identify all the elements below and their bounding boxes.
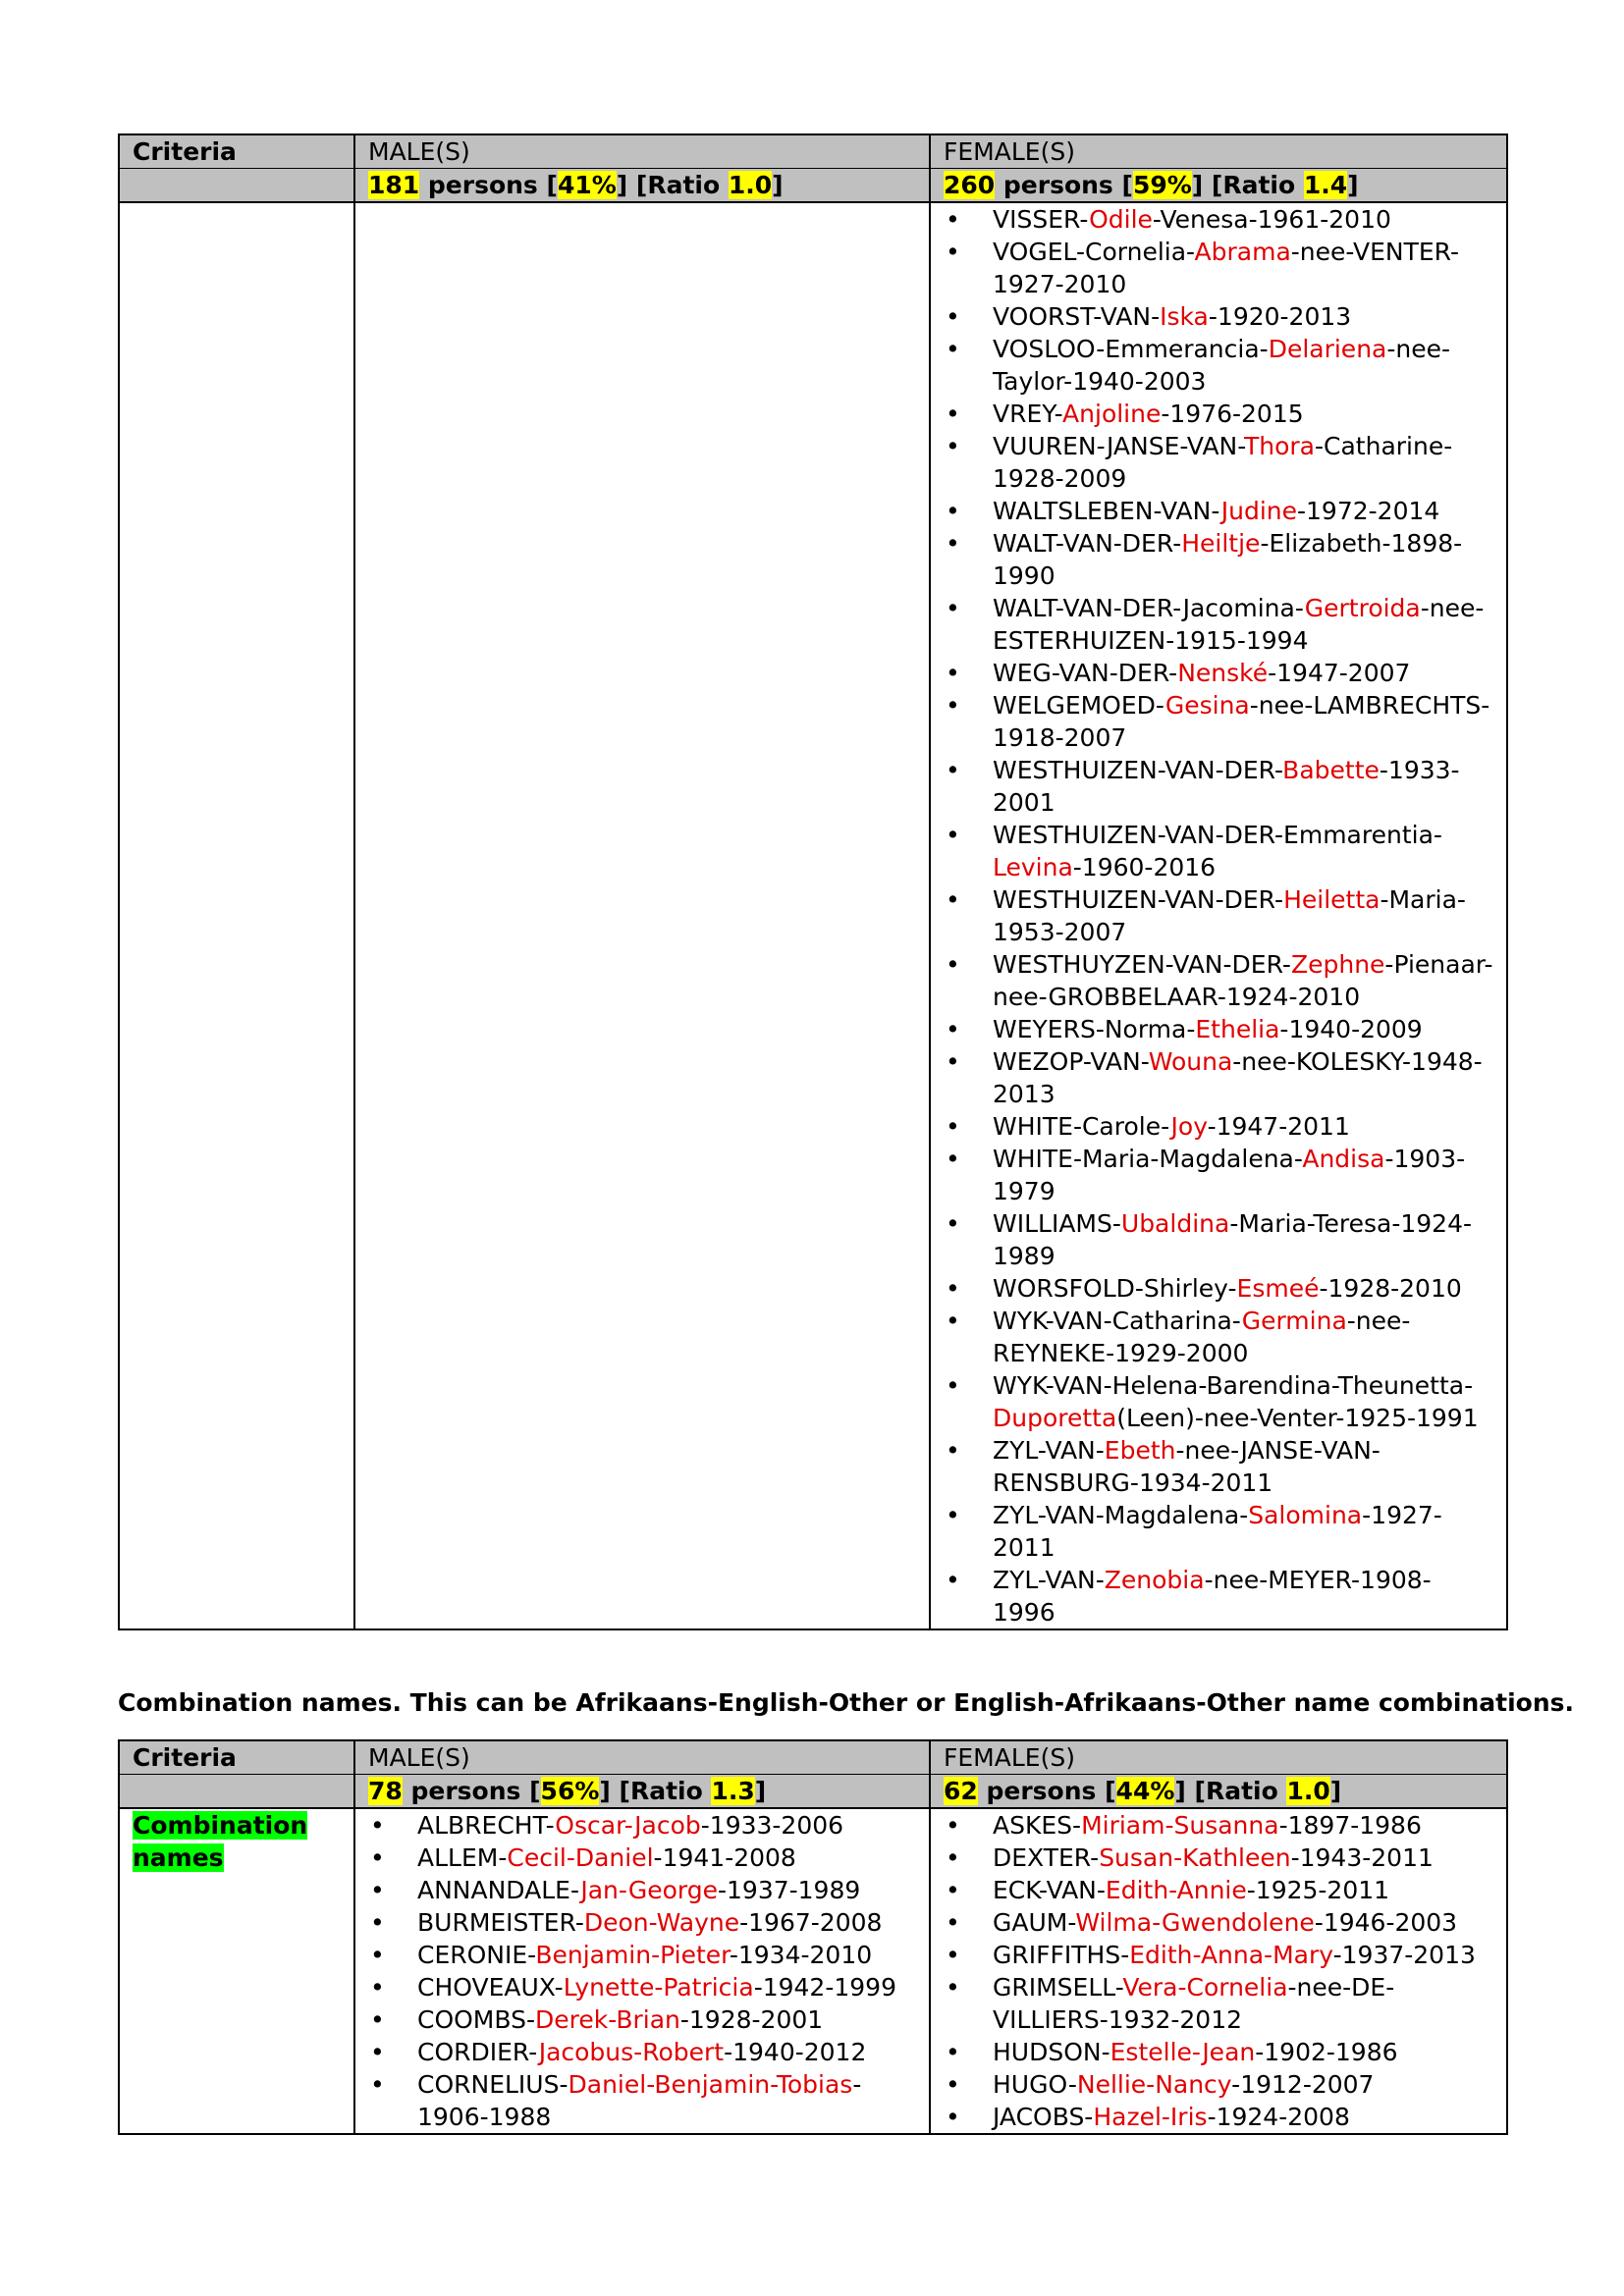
- name-part: -1967-2008: [739, 1908, 883, 1937]
- given-name-highlight: Estelle-Jean: [1110, 2038, 1256, 2066]
- list-item: [944, 1842, 1493, 1874]
- name-part: COOMBS-: [417, 2005, 535, 2034]
- male-names-cell: [354, 202, 930, 1629]
- list-item: [944, 495, 1493, 527]
- name-part: -1947-2011: [1207, 1112, 1350, 1141]
- list-item: [944, 430, 1493, 495]
- names-body-row: [119, 202, 1507, 1629]
- given-name-highlight: Esmeé: [1236, 1274, 1320, 1303]
- given-name-highlight: Derek-Brian: [534, 2005, 680, 2034]
- name-part: ALBRECHT-: [417, 1811, 556, 1840]
- list-item: [944, 1434, 1493, 1499]
- list-item: [944, 1939, 1493, 1971]
- list-item: [944, 1013, 1493, 1045]
- name-part: -1933-2006: [700, 1811, 844, 1840]
- list-item: [944, 1305, 1493, 1369]
- list-item: [368, 1939, 916, 1971]
- given-name-highlight: Duporetta: [993, 1404, 1117, 1432]
- name-part: WESTHUIZEN-VAN-DER-: [993, 756, 1283, 784]
- list-item: [944, 754, 1493, 819]
- name-part: -1940-2009: [1279, 1015, 1423, 1043]
- name-part: WILLIAMS-: [993, 1209, 1121, 1238]
- name-part: WESTHUIZEN-VAN-DER-: [993, 885, 1284, 914]
- name-part: -1903-1979: [993, 1145, 1466, 1205]
- list-item: [368, 1842, 916, 1874]
- name-part: -Elizabeth-1898-1990: [993, 529, 1463, 590]
- given-name-highlight: Ubaldina: [1120, 1209, 1230, 1238]
- given-name-highlight: Jacobus-Robert: [538, 2038, 725, 2066]
- name-part: JACOBS-: [993, 2103, 1094, 2131]
- name-part: WYK-VAN-Catharina-: [993, 1307, 1242, 1335]
- name-part: VUUREN-JANSE-VAN-: [993, 432, 1244, 460]
- given-name-highlight: Gesina: [1164, 691, 1250, 720]
- given-name-highlight: Zenobia: [1104, 1566, 1205, 1594]
- name-part: -1976-2015: [1161, 400, 1304, 428]
- given-name-highlight: Nellie-Nancy: [1076, 2070, 1232, 2099]
- female-summary: 62 persons [44%] [Ratio 1.0]: [930, 1775, 1507, 1809]
- table-header-row: [119, 134, 1507, 169]
- name-part: WEYERS-Norma-: [993, 1015, 1196, 1043]
- name-part: GRIMSELL-: [993, 1973, 1123, 2002]
- list-item: [944, 1143, 1493, 1207]
- given-name-highlight: Wouna: [1148, 1047, 1233, 1076]
- name-part: -1972-2014: [1297, 497, 1440, 525]
- name-part: CORNELIUS-: [417, 2070, 568, 2099]
- names-table-2: [118, 1739, 1508, 2135]
- name-part: -nee-LAMBRECHTS-1918-2007: [993, 691, 1490, 752]
- name-part: -Venesa-1961-2010: [1152, 205, 1391, 234]
- name-part: CERONIE-: [417, 1941, 536, 1969]
- name-part: (Leen)-nee-Venter-1925-1991: [1116, 1404, 1479, 1432]
- name-part: HUGO-: [993, 2070, 1077, 2099]
- list-item: [944, 236, 1493, 300]
- female-header: FEMALE(S): [930, 134, 1507, 169]
- name-part: WORSFOLD-Shirley-: [993, 1274, 1237, 1303]
- given-name-highlight: Hazel-Iris: [1093, 2103, 1208, 2131]
- list-item: [368, 1906, 916, 1939]
- list-item: [944, 948, 1493, 1013]
- name-part: ASKES-: [993, 1811, 1082, 1840]
- name-part: -1960-2016: [1072, 853, 1217, 881]
- name-part: GAUM-: [993, 1908, 1076, 1937]
- list-item: [944, 333, 1493, 398]
- criteria-label: Combination names: [133, 1811, 308, 1872]
- given-name-highlight: Benjamin-Pieter: [535, 1941, 730, 1969]
- name-part: -nee-REYNEKE-1929-2000: [993, 1307, 1411, 1367]
- given-name-highlight: Abrama: [1194, 238, 1291, 266]
- table-header-row: [119, 1740, 1507, 1775]
- male-summary: 181 persons [41%] [Ratio 1.0]: [354, 169, 930, 203]
- list-item: [944, 1499, 1493, 1564]
- female-header: FEMALE(S): [930, 1740, 1507, 1775]
- name-part: VOGEL-Cornelia-: [993, 238, 1195, 266]
- name-part: ZYL-VAN-: [993, 1566, 1105, 1594]
- list-item: [944, 1110, 1493, 1143]
- name-part: GRIFFITHS-: [993, 1941, 1130, 1969]
- list-item: [944, 657, 1493, 689]
- given-name-highlight: Delariena: [1268, 335, 1387, 363]
- name-part: WALTSLEBEN-VAN-: [993, 497, 1221, 525]
- criteria-header: Criteria: [119, 134, 354, 169]
- list-item: [944, 2068, 1493, 2101]
- name-part: ECK-VAN-: [993, 1876, 1106, 1904]
- given-name-highlight: Ebeth: [1104, 1436, 1176, 1465]
- name-part: -1912-2007: [1231, 2070, 1375, 2099]
- list-item: [944, 1272, 1493, 1305]
- summary-row: [119, 1775, 1507, 1809]
- name-part: -nee-DE-VILLIERS-1932-2012: [993, 1973, 1395, 2034]
- list-item: [944, 1369, 1493, 1434]
- list-item: [944, 1564, 1493, 1629]
- name-part: ZYL-VAN-: [993, 1436, 1105, 1465]
- name-part: HUDSON-: [993, 2038, 1110, 2066]
- female-summary: 260 persons [59%] [Ratio 1.4]: [930, 169, 1507, 203]
- list-item: [944, 1906, 1493, 1939]
- criteria-cell: [119, 1808, 354, 2134]
- name-part: -1924-2008: [1207, 2103, 1350, 2131]
- name-part: -nee-VENTER-1927-2010: [993, 238, 1460, 298]
- list-item: [944, 1971, 1493, 2036]
- list-item: [944, 527, 1493, 592]
- given-name-highlight: Nenské: [1177, 659, 1269, 687]
- name-part: -Pienaar-nee-GROBBELAAR-1924-2010: [993, 950, 1493, 1011]
- list-item: [944, 300, 1493, 333]
- given-name-highlight: Jan-George: [580, 1876, 718, 1904]
- name-part: -nee-JANSE-VAN-RENSBURG-1934-2011: [993, 1436, 1380, 1497]
- given-name-highlight: Oscar-Jacob: [555, 1811, 701, 1840]
- name-part: -nee-MEYER-1908-1996: [993, 1566, 1432, 1627]
- given-name-highlight: Salomina: [1248, 1501, 1363, 1529]
- name-part: VOORST-VAN-: [993, 302, 1161, 331]
- name-part: -nee-KOLESKY-1948-2013: [993, 1047, 1483, 1108]
- given-name-highlight: Cecil-Daniel: [507, 1843, 654, 1872]
- list-item: [944, 592, 1493, 657]
- list-item: [368, 2003, 916, 2036]
- name-part: WHITE-Maria-Magdalena-: [993, 1145, 1303, 1173]
- name-part: CORDIER-: [417, 2038, 539, 2066]
- name-part: -Maria-1953-2007: [993, 885, 1466, 946]
- section-title: Combination names. This can be Afrikaans-English-Other or English-Afrikaans-Other name combinations.: [118, 1688, 1575, 1717]
- name-part: CHOVEAUX-: [417, 1973, 564, 2002]
- given-name-highlight: Lynette-Patricia: [563, 1973, 754, 2002]
- given-name-highlight: Ethelia: [1195, 1015, 1280, 1043]
- criteria-header: Criteria: [119, 1740, 354, 1775]
- list-item: [944, 1045, 1493, 1110]
- given-name-highlight: Edith-Anna-Mary: [1129, 1941, 1333, 1969]
- name-part: -1937-2013: [1332, 1941, 1476, 1969]
- given-name-highlight: Daniel-Benjamin-Tobias: [568, 2070, 853, 2099]
- given-name-highlight: Odile: [1089, 205, 1153, 234]
- list-item: [944, 1809, 1493, 1842]
- list-item: [944, 1207, 1493, 1272]
- name-part: -1937-1989: [717, 1876, 861, 1904]
- name-part: ZYL-VAN-Magdalena-: [993, 1501, 1249, 1529]
- name-part: -1933-2001: [993, 756, 1460, 817]
- name-part: WALT-VAN-DER-Jacomina-: [993, 594, 1305, 622]
- name-part: WEG-VAN-DER-: [993, 659, 1178, 687]
- given-name-highlight: Anjoline: [1062, 400, 1162, 428]
- given-name-highlight: Vera-Cornelia: [1122, 1973, 1288, 2002]
- name-part: -1927-2011: [993, 1501, 1442, 1562]
- criteria-summary-cell: [119, 169, 354, 203]
- name-part: VREY-: [993, 400, 1063, 428]
- given-name-highlight: Andisa: [1302, 1145, 1385, 1173]
- name-part: WHITE-Carole-: [993, 1112, 1171, 1141]
- given-name-highlight: Thora: [1243, 432, 1315, 460]
- name-part: BURMEISTER-: [417, 1908, 584, 1937]
- male-summary: 78 persons [56%] [Ratio 1.3]: [354, 1775, 930, 1809]
- list-item: [944, 1874, 1493, 1906]
- names-table-1: [118, 133, 1508, 1630]
- list-item: [368, 2068, 916, 2133]
- name-part: -1947-2007: [1268, 659, 1411, 687]
- list-item: [944, 203, 1493, 236]
- list-item: [944, 2036, 1493, 2068]
- given-name-highlight: Susan-Kathleen: [1099, 1843, 1291, 1872]
- given-name-highlight: Heiltje: [1181, 529, 1261, 558]
- list-item: [944, 398, 1493, 430]
- name-part: -1928-2001: [679, 2005, 824, 2034]
- name-part: -1906-1988: [417, 2070, 862, 2131]
- name-part: -1925-2011: [1246, 1876, 1390, 1904]
- name-part: DEXTER-: [993, 1843, 1100, 1872]
- given-name-highlight: Miriam-Susanna: [1081, 1811, 1279, 1840]
- given-name-highlight: Judine: [1220, 497, 1297, 525]
- list-item: [944, 883, 1493, 948]
- name-part: WALT-VAN-DER-: [993, 529, 1182, 558]
- list-item: [368, 2036, 916, 2068]
- given-name-highlight: Edith-Annie: [1105, 1876, 1247, 1904]
- given-name-highlight: Wilma-Gwendolene: [1075, 1908, 1315, 1937]
- name-part: WESTHUYZEN-VAN-DER-: [993, 950, 1291, 979]
- given-name-highlight: Joy: [1170, 1112, 1208, 1141]
- list-item: [944, 819, 1493, 883]
- female-name-list: [944, 203, 1493, 1629]
- given-name-highlight: Germina: [1241, 1307, 1347, 1335]
- criteria-cell: [119, 202, 354, 1629]
- name-part: VOSLOO-Emmerancia-: [993, 335, 1269, 363]
- name-part: -1920-2013: [1208, 302, 1352, 331]
- name-part: -1943-2011: [1290, 1843, 1434, 1872]
- male-name-list: [368, 1809, 916, 2133]
- name-part: WELGEMOED-: [993, 691, 1165, 720]
- name-part: -Maria-Teresa-1924-1989: [993, 1209, 1473, 1270]
- given-name-highlight: Iska: [1160, 302, 1209, 331]
- name-part: ANNANDALE-: [417, 1876, 581, 1904]
- given-name-highlight: Deon-Wayne: [583, 1908, 740, 1937]
- female-names-cell: [930, 202, 1507, 1629]
- list-item: [944, 689, 1493, 754]
- name-part: VISSER-: [993, 205, 1090, 234]
- name-part: -1940-2012: [724, 2038, 867, 2066]
- name-part: -1946-2003: [1314, 1908, 1458, 1937]
- given-name-highlight: Levina: [993, 853, 1073, 881]
- name-part: -nee-Taylor-1940-2003: [993, 335, 1451, 396]
- list-item: [368, 1809, 916, 1842]
- name-part: -1942-1999: [753, 1973, 896, 2002]
- name-part: -1934-2010: [729, 1941, 873, 1969]
- name-part: -Catharine-1928-2009: [993, 432, 1453, 493]
- name-part: WYK-VAN-Helena-Barendina-Theunetta-: [993, 1371, 1474, 1400]
- name-part: WEZOP-VAN-: [993, 1047, 1149, 1076]
- male-header: MALE(S): [354, 134, 930, 169]
- name-part: WESTHUIZEN-VAN-DER-Emmarentia-: [993, 821, 1442, 849]
- given-name-highlight: Gertroida: [1304, 594, 1421, 622]
- male-names-cell: [354, 1808, 930, 2134]
- name-part: -nee-ESTERHUIZEN-1915-1994: [993, 594, 1485, 655]
- list-item: [944, 2101, 1493, 2133]
- male-header: MALE(S): [354, 1740, 930, 1775]
- summary-row: [119, 169, 1507, 203]
- criteria-summary-cell: [119, 1775, 354, 1809]
- name-part: -1928-2010: [1319, 1274, 1462, 1303]
- given-name-highlight: Heiletta: [1283, 885, 1380, 914]
- given-name-highlight: Babette: [1282, 756, 1380, 784]
- name-part: -1902-1986: [1255, 2038, 1398, 2066]
- female-names-cell: [930, 1808, 1507, 2134]
- name-part: ALLEM-: [417, 1843, 508, 1872]
- name-part: -1941-2008: [653, 1843, 796, 1872]
- names-body-row: [119, 1808, 1507, 2134]
- list-item: [368, 1874, 916, 1906]
- name-part: -1897-1986: [1278, 1811, 1422, 1840]
- given-name-highlight: Zephne: [1290, 950, 1385, 979]
- list-item: [368, 1971, 916, 2003]
- female-name-list: [944, 1809, 1493, 2133]
